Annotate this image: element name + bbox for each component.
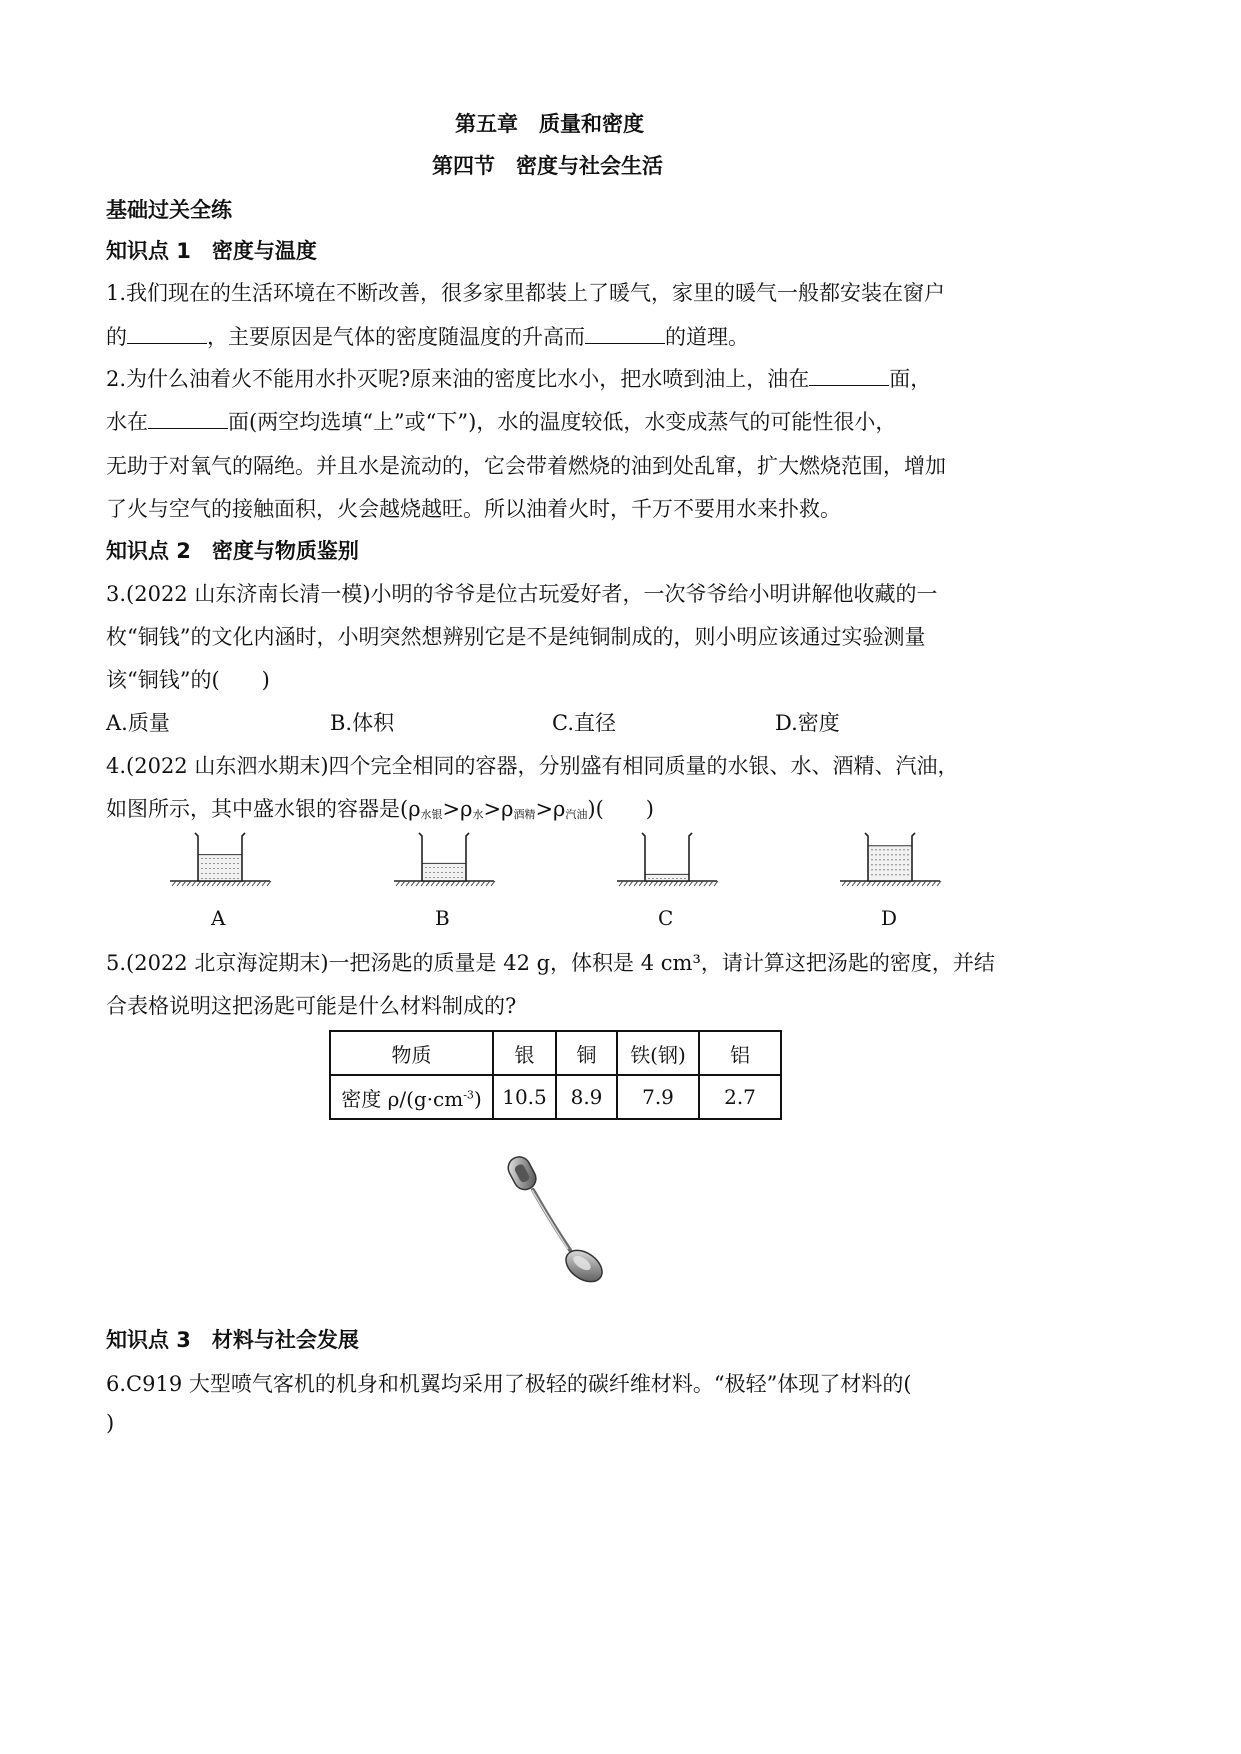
q2-line-4: 了火与空气的接触面积，火会越烧越旺。所以油着火时，千万不要用水来扑救。 (106, 497, 841, 521)
q2-text-b: 面， (889, 367, 932, 391)
q4-line-1: 4.(2022 山东泗水期末)四个完全相同的容器，分别盛有相同质量的水银、水、酒精、汽油， (106, 754, 959, 778)
q2-blank-1 (809, 364, 889, 386)
q1-text-b: ，主要原因是气体的密度随温度的升高而 (207, 325, 585, 349)
density-label: 密度 ρ/(g·cm (341, 1086, 464, 1111)
rho-sub-alcohol: 酒精 (513, 808, 536, 821)
density-exponent: -3 (463, 1087, 474, 1101)
rho-sub-gasoline: 汽油 (565, 808, 588, 821)
q4-line-2 (106, 793, 654, 823)
table-header-row (330, 1031, 781, 1075)
rho-sub-water: 水 (472, 808, 484, 821)
knowledge-point-1: 知识点 1 密度与温度 (106, 239, 317, 263)
q2-text-a: 2.为什么油着火不能用水扑灭呢?原来油的密度比水小，把水喷到油上，油在 (106, 367, 810, 391)
beakers-figure (160, 825, 950, 895)
q1-line-2 (106, 321, 749, 351)
part-heading: 基础过关全练 (106, 198, 232, 222)
knowledge-point-3: 知识点 3 材料与社会发展 (106, 1328, 359, 1352)
q4-text-a: 如图所示，其中盛水银的容器是(ρ (106, 797, 421, 821)
table-cell: 8.9 (556, 1075, 617, 1119)
q6-line-1: 6.C919 大型喷气客机的机身和机翼均采用了极轻的碳纤维材料。“极轻”体现了材料的( (106, 1372, 912, 1396)
beaker-label-b: B (435, 906, 450, 930)
q3-line-3: 该“铜钱”的( ) (106, 668, 270, 692)
beaker-d (840, 833, 941, 886)
table-cell-label (330, 1075, 493, 1119)
beaker-label-a: A (211, 906, 226, 930)
beaker-c (617, 833, 718, 886)
q2-line-1 (106, 363, 931, 393)
density-table (329, 1030, 782, 1120)
table-cell: 7.9 (617, 1075, 699, 1119)
table-cell: 铜 (556, 1031, 617, 1075)
knowledge-point-2: 知识点 2 密度与物质鉴别 (106, 539, 359, 563)
q4-gt-3: >ρ (535, 797, 566, 821)
q1-text-a: 的 (106, 325, 127, 349)
density-label-close: ) (473, 1086, 482, 1111)
q1-blank-1 (127, 322, 207, 344)
q1-blank-2 (585, 322, 665, 344)
q2-text-c: 水在 (106, 410, 148, 434)
q2-blank-2 (148, 407, 228, 429)
table-cell: 2.7 (699, 1075, 781, 1119)
q1-line-1: 1.我们现在的生活环境在不断改善，很多家里都装上了暖气，家里的暖气一般都安装在窗户 (106, 281, 946, 305)
q3-option-c: C.直径 (552, 711, 616, 735)
spoon-image (498, 1150, 613, 1285)
q2-text-d: 面(两空均选填“上”或“下”)，水的温度较低，水变成蒸气的可能性很小， (228, 410, 897, 434)
q3-option-d: D.密度 (775, 711, 840, 735)
beaker-a (170, 833, 271, 886)
q4-gt-2: >ρ (483, 797, 514, 821)
table-row (330, 1075, 781, 1119)
q1-text-c: 的道理。 (665, 325, 749, 349)
beaker-label-d: D (881, 906, 898, 930)
q5-line-2: 合表格说明这把汤匙可能是什么材料制成的? (106, 994, 517, 1018)
q2-line-3: 无助于对氧气的隔绝。并且水是流动的，它会带着燃烧的油到处乱窜，扩大燃烧范围，增加 (106, 454, 946, 478)
table-cell: 10.5 (493, 1075, 556, 1119)
table-cell: 铝 (699, 1031, 781, 1075)
beaker-label-c: C (658, 906, 674, 930)
table-cell: 银 (493, 1031, 556, 1075)
q4-gt-1: >ρ (442, 797, 473, 821)
q3-option-a: A.质量 (106, 711, 170, 735)
q3-line-1: 3.(2022 山东济南长清一模)小明的爷爷是位古玩爱好者，一次爷爷给小明讲解他收藏的一 (106, 582, 938, 606)
q2-line-2 (106, 406, 896, 436)
q5-line-1: 5.(2022 北京海淀期末)一把汤匙的质量是 42 g，体积是 4 cm³，请计算这把汤匙的密度，并结 (106, 951, 995, 975)
chapter-title: 第五章 质量和密度 (455, 112, 644, 136)
rho-sub-mercury: 水银 (420, 808, 443, 821)
section-title: 第四节 密度与社会生活 (432, 154, 663, 178)
q3-option-b: B.体积 (330, 711, 395, 735)
table-cell: 物质 (330, 1031, 493, 1075)
q6-line-2: ) (106, 1411, 115, 1435)
q3-line-2: 枚“铜钱”的文化内涵时，小明突然想辨别它是不是纯铜制成的，则小明应该通过实验测量 (106, 625, 926, 649)
table-cell: 铁(钢) (617, 1031, 699, 1075)
q4-text-b: )( ) (587, 797, 654, 821)
beaker-b (394, 833, 495, 886)
